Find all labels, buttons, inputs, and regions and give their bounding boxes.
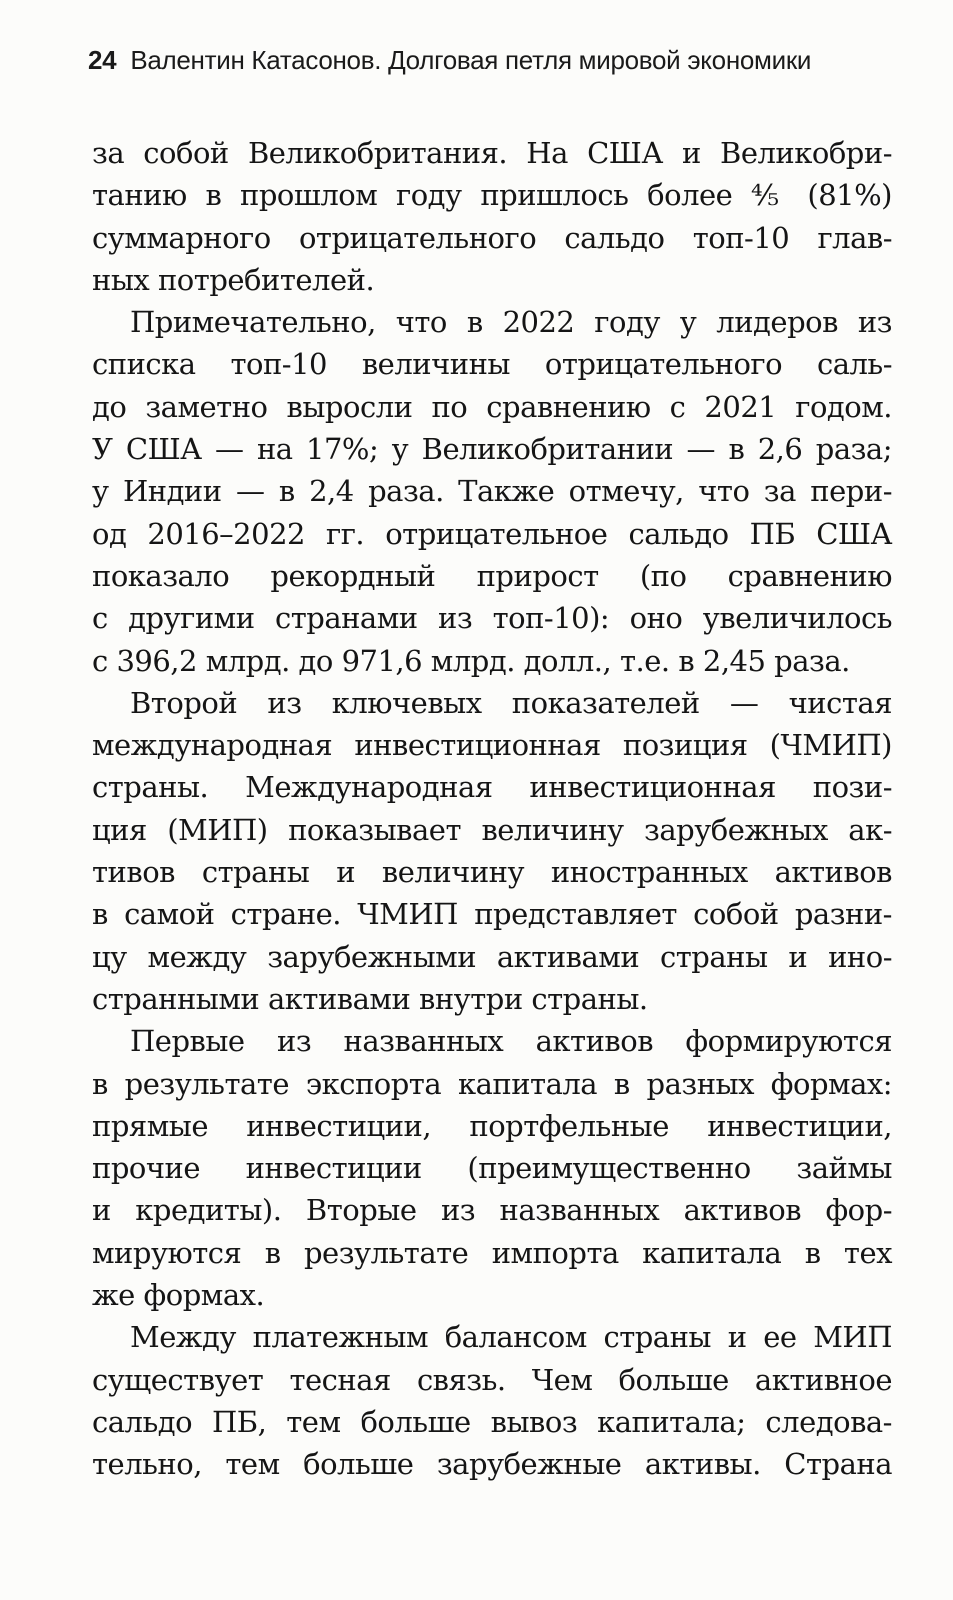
- text-line: с другими странами из топ-10): оно увеличилось: [92, 601, 892, 636]
- text-line: од 2016–2022 гг. отрицательное сальдо ПБ США: [92, 516, 892, 551]
- text-line: суммарного отрицательного сальдо топ-10 глав-: [92, 220, 892, 255]
- text-line: показало рекордный прирост (по сравнению: [92, 558, 892, 593]
- text-line: У США — на 17%; у Великобритании — в 2,6 раза;: [92, 432, 892, 467]
- text-line: за собой Великобритания. На США и Великобри-: [92, 136, 892, 170]
- text-line: Между платежным балансом страны и ее МИП: [130, 1320, 892, 1355]
- text-line: ция (МИП) показывает величину зарубежных ак-: [92, 812, 892, 847]
- text-line: танию в прошлом году пришлось более ⅘ (81%): [92, 178, 892, 213]
- running-head: [88, 40, 811, 80]
- text-line: до заметно выросли по сравнению с 2021 годом.: [92, 389, 892, 424]
- text-line: цу между зарубежными активами страны и ино-: [92, 939, 892, 974]
- body-text: [92, 132, 892, 1486]
- paragraph: [92, 1020, 892, 1316]
- text-line: существует тесная связь. Чем больше активное: [92, 1362, 892, 1397]
- running-title: Валентин Катасонов. Долговая петля мировой экономики: [130, 45, 812, 75]
- text-line: в самой стране. ЧМИП представляет собой разни-: [92, 897, 892, 932]
- text-line: с 396,2 млрд. до 971,6 млрд. долл., т.е. в 2,45 раза.: [92, 643, 850, 678]
- text-line: мируются в результате импорта капитала в тех: [92, 1235, 892, 1270]
- text-line: в результате экспорта капитала в разных формах:: [92, 1066, 892, 1101]
- text-line: тельно, тем больше зарубежные активы. Страна: [92, 1447, 892, 1482]
- text-line: же формах.: [92, 1278, 265, 1313]
- paragraph: [92, 1316, 892, 1485]
- paragraph: [92, 132, 892, 301]
- paragraph: [92, 682, 892, 1020]
- text-line: списка топ-10 величины отрицательного саль-: [92, 347, 892, 382]
- text-line: страны. Международная инвестиционная пози-: [92, 770, 892, 805]
- text-line: Примечательно, что в 2022 году у лидеров из: [130, 305, 892, 340]
- text-line: прочие инвестиции (преимущественно займы: [92, 1151, 892, 1186]
- text-line: Второй из ключевых показателей — чистая: [130, 685, 892, 720]
- text-line: прямые инвестиции, портфельные инвестиции,: [92, 1108, 892, 1143]
- text-line: Первые из названных активов формируются: [130, 1024, 892, 1059]
- paragraph: [92, 301, 892, 682]
- text-line: тивов страны и величину иностранных активов: [92, 855, 892, 890]
- text-line: ных потребителей.: [92, 262, 375, 297]
- page-number: 24: [88, 45, 117, 75]
- text-line: сальдо ПБ, тем больше вывоз капитала; следова-: [92, 1404, 892, 1439]
- text-line: странными активами внутри страны.: [92, 981, 648, 1016]
- text-line: международная инвестиционная позиция (ЧМИП): [92, 728, 892, 763]
- text-line: и кредиты). Вторые из названных активов фор-: [92, 1193, 892, 1228]
- text-line: у Индии — в 2,4 раза. Также отмечу, что за пери-: [92, 474, 892, 509]
